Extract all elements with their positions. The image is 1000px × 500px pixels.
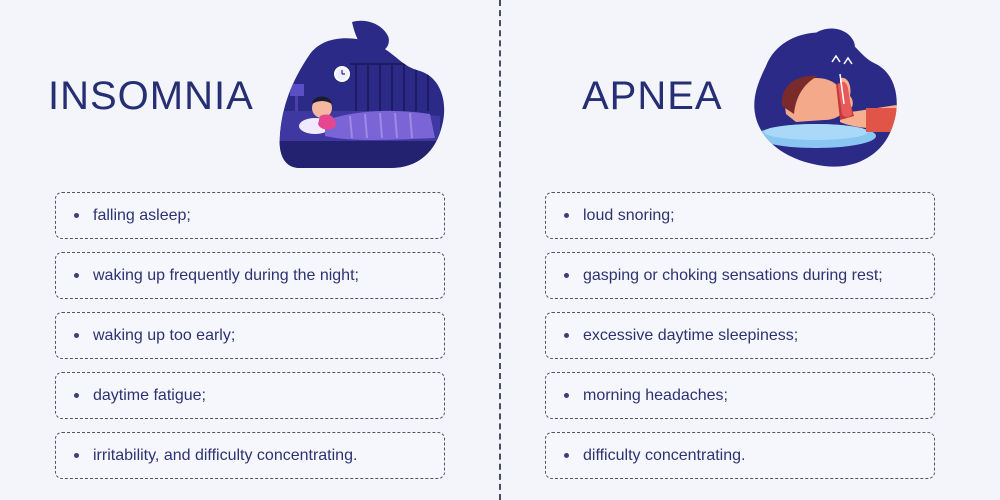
bullet-icon (564, 273, 569, 278)
list-item-text: loud snoring; (583, 206, 675, 224)
list-item (545, 312, 935, 359)
list-item (545, 372, 935, 419)
list-item (545, 432, 935, 479)
person-airway-blockage-icon (736, 16, 906, 176)
bullet-icon (564, 453, 569, 458)
bullet-icon (74, 453, 79, 458)
list-item-text: waking up too early; (93, 326, 236, 344)
bullet-icon (74, 273, 79, 278)
list-item (55, 312, 445, 359)
list-item-text: gasping or choking sensations during rest; (583, 266, 883, 284)
apnea-column (500, 0, 1000, 500)
bullet-icon (564, 393, 569, 398)
bullet-icon (74, 213, 79, 218)
bullet-icon (564, 333, 569, 338)
insomnia-symptom-list (55, 192, 445, 492)
bullet-icon (74, 333, 79, 338)
list-item-text: morning headaches; (583, 386, 728, 404)
list-item (55, 372, 445, 419)
list-item-text: irritability, and difficulty concentrating. (93, 446, 358, 464)
list-item-text: waking up frequently during the night; (93, 266, 359, 284)
list-item-text: excessive daytime sleepiness; (583, 326, 799, 344)
person-sleeping-in-bed-icon (270, 16, 450, 176)
bullet-icon (74, 393, 79, 398)
apnea-title: APNEA (582, 74, 723, 118)
bullet-icon (564, 213, 569, 218)
list-item (545, 252, 935, 299)
list-item-text: daytime fatigue; (93, 386, 206, 404)
list-item-text: falling asleep; (93, 206, 191, 224)
insomnia-title: INSOMNIA (48, 74, 254, 118)
list-item (545, 192, 935, 239)
list-item (55, 432, 445, 479)
list-item (55, 192, 445, 239)
list-item (55, 252, 445, 299)
list-item-text: difficulty concentrating. (583, 446, 746, 464)
apnea-symptom-list (545, 192, 935, 492)
